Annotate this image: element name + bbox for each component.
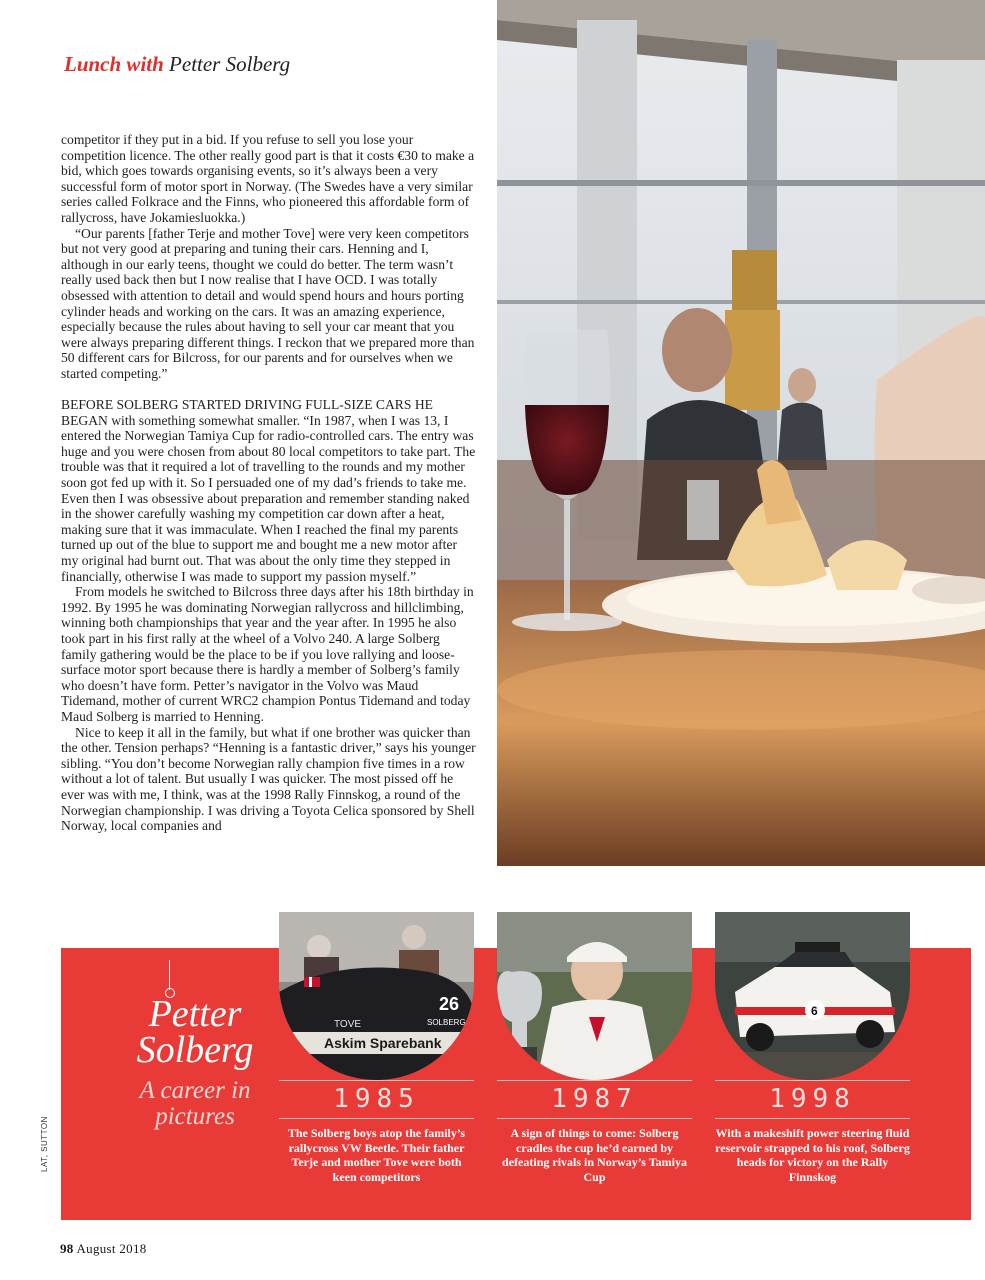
- divider: [497, 1080, 692, 1081]
- panel-title-line2: Solberg: [136, 1029, 254, 1071]
- photo-1987: [497, 912, 692, 1080]
- page-number: 98: [60, 1241, 74, 1256]
- issue-date: August 2018: [76, 1241, 147, 1256]
- divider: [497, 1118, 692, 1119]
- career-pictures-panel: [61, 948, 971, 1220]
- hanging-string: [169, 960, 170, 990]
- hero-photo: [497, 0, 985, 866]
- section-header-accent: Lunch with: [64, 52, 164, 76]
- panel-subtitle-line2: pictures: [155, 1103, 235, 1130]
- article-paragraph: “Our parents [father Terje and mother Tove] were very keen competitors but not very good at preparing and tuning their cars. Henning and I, although in our early teens, thought we could do better. The term wasn’t really used back then but I now realise that I have OCD. I was totally obsessed with attention to detail and would spend hours and hours porting cylinder heads and working on the cars. It was an amazing experience, especially because the rules about having to sell your car meant that you were always preparing different things. I reckon that we prepared more than 50 different cars for Bilcross, for our parents and for ourselves when we started competing.”: [61, 225, 475, 381]
- photo-caption: A sign of things to come: Solberg cradles the cup he’d earned by defeating rivals in Norway’s Tamiya Cup: [502, 1126, 687, 1184]
- photo-caption: The Solberg boys atop the family’s rallycross VW Beetle. Their father Terje and mother Tove were both keen competitors: [287, 1126, 466, 1184]
- divider: [279, 1118, 474, 1119]
- panel-subtitle-line1: A career in: [139, 1077, 251, 1104]
- panel-title-line1: Petter: [148, 993, 242, 1035]
- photo-text: 26: [439, 994, 460, 1014]
- photo-caption: With a makeshift power steering fluid reservoir strapped to his roof, Solberg heads for victory on the Rally Finnskog: [715, 1126, 910, 1184]
- photo-1985: [279, 912, 474, 1080]
- article-paragraph: From models he switched to Bilcross three days after his 18th birthday in 1992. By 1995 he was dominating Norwegian rallycross and hillclimbing, winning both championships that year and the year after. In 1995 he also took part in his first rally at the wheel of a Volvo 240. A large Solberg family gathering would be the place to be if you love rallying and loose-surface motor sport because there is hardly a member of Solberg’s family who doesn’t have form. Petter’s navigator in the Volvo was Maud Tidemand, mother of current WRC2 champion Pontus Tidemand and today Maud Solberg is married to Henning.: [61, 584, 474, 724]
- divider: [279, 1080, 474, 1081]
- divider: [715, 1080, 910, 1081]
- section-header-name: Petter Solberg: [169, 52, 291, 76]
- article-paragraph: competitor if they put in a bid. If you refuse to sell you lose your competition licence. The other really good part is that it costs €30 to make a bid, which goes towards organising events, so it’s always been a very successful form of motor sport in Norway. (The Swedes have a very similar series called Folkrace and the Finns, who pioneered this affordable form of rallycross, have Jokamiesluokka.): [61, 132, 475, 225]
- page-footer: [60, 1241, 147, 1257]
- article-paragraph: BEFORE SOLBERG STARTED DRIVING FULL-SIZE CARS HE BEGAN with something somewhat smaller. “In 1987, when I was 13, I entered the Norwegian Tamiya Cup for radio-controlled cars. The entry was huge and you were chosen from about 80 local competitors to take part. The trouble was that it required a lot of travelling to the rounds and my mother soon got fed up with it. So I persuaded one of my dad’s friends to take me. Even then I was obsessive about preparation and remember standing naked in the shower carefully washing my competition car down after a heat, making sure that it was immaculate. When I reached the final my parents turned up out of the blue to support me and bought me a new motor after my original had burnt out. That was about the only time they stepped in financially, otherwise I was made to support my passion myself.”: [61, 397, 476, 584]
- article-paragraph: Nice to keep it all in the family, but what if one brother was quicker than the other. Tension perhaps? “Henning is a fantastic driver,” says his younger sibling. “You don’t become Norwegian rally champion five times in a row without a lot of talent. But usually I was quicker. The most pissed off he ever was with me, I think, was at the 1998 Rally Finnskog, a round of the Norwegian championship. I was driving a Toyota Celica sponsored by Shell Norway, local companies and: [61, 724, 476, 834]
- photo-text: TOVE: [334, 1019, 362, 1030]
- year-label: 1998: [769, 1084, 856, 1114]
- photo-text: 6: [811, 1004, 818, 1018]
- photo-credit: LAT, SUTTON: [40, 1116, 49, 1172]
- year-label: 1985: [333, 1084, 420, 1114]
- article-body: [61, 132, 476, 834]
- section-header: [64, 52, 290, 77]
- photo-text: Askim Sparebank: [324, 1035, 442, 1051]
- restaurant-scene-image: [497, 0, 985, 866]
- panel-title: [105, 993, 285, 1130]
- photo-text: SOLBERG: [427, 1018, 466, 1027]
- year-label: 1987: [551, 1084, 638, 1114]
- photo-1998: [715, 912, 910, 1080]
- divider: [715, 1118, 910, 1119]
